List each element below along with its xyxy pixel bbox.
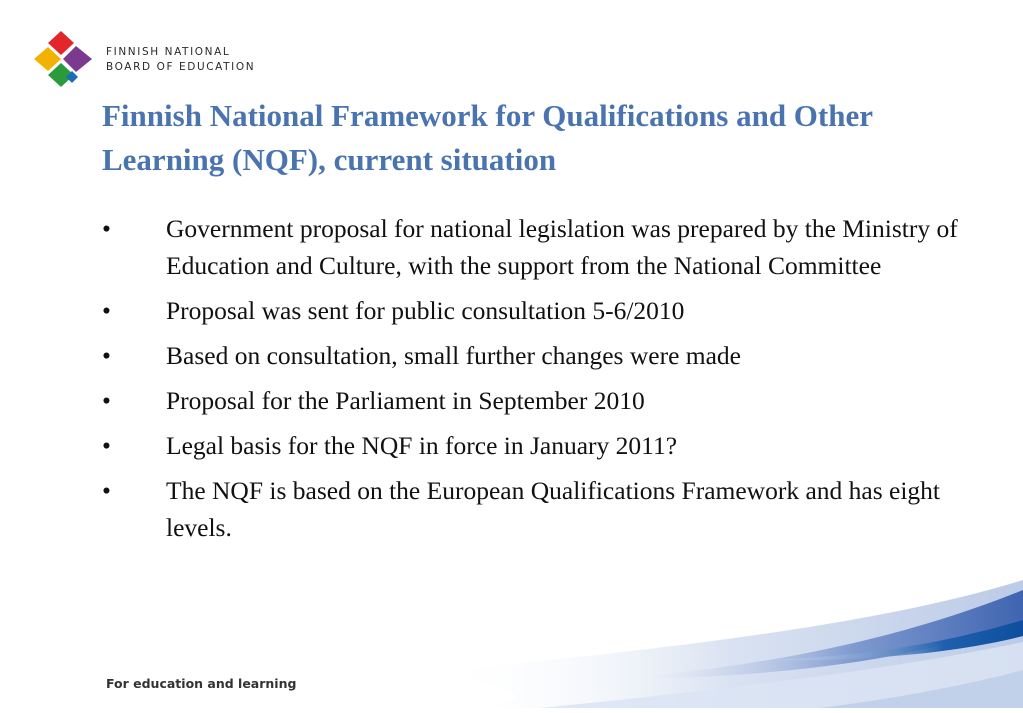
bullet-text: Legal basis for the NQF in force in January 2011?	[166, 431, 678, 460]
bullet-text: Based on consultation, small further changes were made	[166, 341, 741, 370]
footer-tagline: For education and learning	[106, 676, 297, 691]
bullet-text: Proposal for the Parliament in September 2010	[166, 386, 645, 415]
bullet-text: Proposal was sent for public consultation 5-6/2010	[166, 296, 685, 325]
organization-name-line1: FINNISH NATIONAL	[106, 46, 231, 58]
bullet-symbol: •	[102, 431, 111, 460]
organization-name	[106, 45, 255, 74]
bullet-list	[102, 210, 972, 554]
bullet-item	[102, 210, 972, 284]
organization-name-line2: BOARD OF EDUCATION	[106, 60, 256, 73]
slide-title: Finnish National Framework for Qualifications and Other Learning (NQF), current situation	[102, 98, 873, 177]
bullet-symbol: •	[102, 214, 111, 243]
bullet-symbol: •	[102, 341, 111, 370]
bullet-symbol: •	[102, 476, 111, 505]
bullet-symbol: •	[102, 296, 111, 325]
bullet-text: Government proposal for national legislation was prepared by the Ministry of Education and Culture, with the support from the National Committee	[166, 214, 958, 280]
bullet-item	[102, 292, 972, 329]
bullet-item	[102, 382, 972, 419]
bullet-item	[102, 472, 972, 546]
bullet-symbol: •	[102, 386, 111, 415]
bullet-item	[102, 337, 972, 374]
diamond-logo-icon	[34, 31, 94, 87]
bullet-text: The NQF is based on the European Qualifications Framework and has eight levels.	[166, 476, 941, 542]
bullet-item	[102, 427, 972, 464]
